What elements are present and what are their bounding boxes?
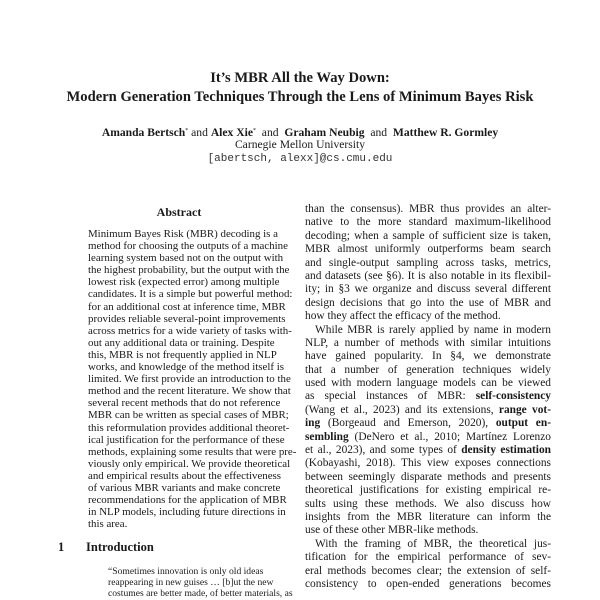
text-span: tification for the empirical performance of sev- <box>305 551 551 564</box>
text-span: how they affect the efficacy of the method. <box>305 310 501 323</box>
text-span: eral methods becomes clear; the extension of self- <box>305 564 551 577</box>
text-span: theoretical justifications for existing empirical re- <box>305 484 551 497</box>
text-span: native to the more standard maximum-likelihood <box>305 216 551 229</box>
body-text-line <box>305 364 551 377</box>
text-span: ity; in §3 we organize and discuss several different <box>305 283 551 296</box>
body-text-line <box>305 270 551 283</box>
abstract-line: candidates. It is a simple but powerful method: <box>88 288 293 301</box>
text-span: et al., 2023), and some types of <box>305 444 462 457</box>
body-text-line <box>305 216 551 229</box>
abstract-body <box>88 228 297 531</box>
text-span: and datasets (see §6). It is also notable in its flexibil- <box>305 269 551 282</box>
text-span: While MBR is rarely applied by name in modern <box>315 323 551 336</box>
author-name: Matthew R. Gormley <box>392 126 499 139</box>
body-text-line <box>305 431 551 444</box>
body-text-line <box>305 283 551 296</box>
body-text-line <box>305 417 551 430</box>
body-text-line <box>305 538 551 551</box>
abstract-line: MBR can be written as special cases of MBR; <box>88 409 289 422</box>
abstract-line: method for choosing the outputs of a machine <box>88 240 288 253</box>
quote-line: “Sometimes innovation is only old ideas <box>108 566 264 577</box>
bold-term: sembling <box>305 430 349 443</box>
body-text-line <box>305 484 551 497</box>
body-text-line <box>305 511 551 524</box>
bold-term: range vot- <box>498 403 551 416</box>
section-heading-introduction <box>58 540 154 555</box>
title-line-1: It’s MBR All the Way Down: <box>210 70 390 86</box>
abstract-line: works, and knowledge of the method itself is <box>88 361 284 374</box>
text-span: as special instances of MBR: <box>305 390 476 403</box>
text-span: (Wang et al., 2023) and its extensions, <box>305 403 499 416</box>
text-span: insights from the MBR literature can inform the <box>305 510 551 523</box>
abstract-line: method and the recent literature. We show that <box>88 385 291 398</box>
body-text-line <box>305 404 551 417</box>
body-text-line <box>305 310 551 323</box>
text-span: decoding; when a sample of sufficient size is taken, <box>305 229 551 242</box>
body-text-line <box>305 337 551 350</box>
text-span: use of these other MBR-like methods. <box>305 524 479 537</box>
text-span: MBR almost uniformly outperforms beam search <box>305 243 551 256</box>
author-footnote-mark: * <box>185 128 189 134</box>
body-text-line <box>305 565 551 578</box>
abstract-line: across metrics for a wide variety of tasks with- <box>88 324 292 337</box>
body-text-line <box>305 350 551 363</box>
author-name: Amanda Bertsch <box>101 126 186 139</box>
author-name: Graham Neubig <box>284 126 365 139</box>
body-text-line <box>305 377 551 390</box>
abstract-line: of various MBR variants and make concrete <box>88 481 281 494</box>
abstract-line: the highest probability, but the output with the <box>88 264 290 277</box>
body-text-line <box>305 457 551 470</box>
bold-term: ing <box>305 417 321 430</box>
abstract-line: and empirical results about the effectiveness <box>88 469 282 482</box>
right-column-body <box>305 203 551 591</box>
body-text-line <box>305 324 551 337</box>
abstract-line: ical justification for the performance of these <box>88 433 285 446</box>
quote-line: costumes are better made, of better materials, as <box>108 588 293 599</box>
section-title: Introduction <box>86 540 154 554</box>
abstract-line: provides reliable several-point improvements <box>88 312 286 325</box>
abstract-line: lowest risk (expected error) among multiple <box>88 276 280 289</box>
abstract-line: out any additional data or training. Despite <box>88 336 275 349</box>
abstract-line: Minimum Bayes Risk (MBR) decoding is a <box>88 228 278 240</box>
body-text-line <box>305 257 551 270</box>
abstract-line: several recent methods that do not reference <box>88 397 281 410</box>
body-text-line <box>305 578 551 591</box>
text-span: consistency to open-ended generations becomes <box>305 577 551 590</box>
text-span: (DeNero et al., 2010; Martínez Lorenzo <box>348 430 551 443</box>
text-span: sults using these methods. We also discuss how <box>305 497 551 510</box>
body-text-line <box>305 390 551 403</box>
abstract-line: for an additional cost at inference time, MBR <box>88 300 286 313</box>
bold-term: self-consistency <box>475 390 551 403</box>
title-line-2: Modern Generation Techniques Through the Lens of Minimum Bayes Risk <box>66 89 534 105</box>
author-email: [abertsch, alexx]@cs.cmu.edu <box>207 153 393 165</box>
text-span: than the consensus). MBR thus provides an alter- <box>305 203 551 215</box>
text-span: NLP, a number of methods with similar intuitions <box>305 336 551 349</box>
text-span: used with modern language models can be viewed <box>305 377 551 390</box>
body-text-line <box>305 203 551 216</box>
epigraph-quote <box>108 566 298 599</box>
section-number: 1 <box>58 540 65 554</box>
abstract-line: methods, explaining some results that were pre- <box>88 445 297 458</box>
abstract-line: this reformulation provides additional theoret- <box>88 421 290 434</box>
abstract-line: learning system based not on the output with <box>88 252 284 265</box>
conjunction: and <box>261 126 279 139</box>
paper-title <box>0 69 600 107</box>
abstract-line: recommendations for the application of MBR <box>88 494 287 507</box>
text-span: between seemingly disparate methods and presents <box>305 470 551 483</box>
body-text-line <box>305 230 551 243</box>
body-text-line <box>305 551 551 564</box>
body-text-line <box>305 444 551 457</box>
abstract-line: limited. We first provide an introduction to the <box>88 373 291 386</box>
text-span: that a number of generation techniques widely <box>305 363 551 376</box>
abstract-line: this area. <box>88 518 128 531</box>
author-name: Alex Xie <box>210 126 253 139</box>
affiliation: Carnegie Mellon University <box>234 138 366 151</box>
quote-line: reappearing in new guises … [b]ut the new <box>108 577 274 588</box>
author-footnote-mark: * <box>253 128 256 134</box>
text-span: design decisions that go into the use of MBR and <box>305 296 551 309</box>
body-text-line <box>305 243 551 256</box>
abstract-heading: Abstract <box>156 205 202 219</box>
text-span: and single-output sampling across tasks, metrics, <box>305 256 551 269</box>
conjunction: and <box>370 126 388 139</box>
abstract-line: viously only empirical. We provide theoretical <box>88 457 291 470</box>
text-span: With the framing of MBR, the theoretical jus- <box>315 537 551 550</box>
body-text-line <box>305 524 551 537</box>
body-text-line <box>305 498 551 511</box>
text-span: (Kobayashi, 2018). This view exposes connections <box>305 457 551 470</box>
conjunction: and <box>191 126 208 139</box>
abstract-line: this, MBR is not frequently applied in NLP <box>88 348 277 361</box>
bold-term: density estimation <box>461 444 552 457</box>
body-text-line <box>305 297 551 310</box>
body-text-line <box>305 471 551 484</box>
abstract-line: in NLP models, including future directions in <box>88 506 286 519</box>
text-span: have gained popularity. In §4, we demonstrate <box>305 350 551 363</box>
text-span: (Borgeaud and Emerson, 2020), <box>320 417 496 430</box>
bold-term: output en- <box>495 417 551 430</box>
